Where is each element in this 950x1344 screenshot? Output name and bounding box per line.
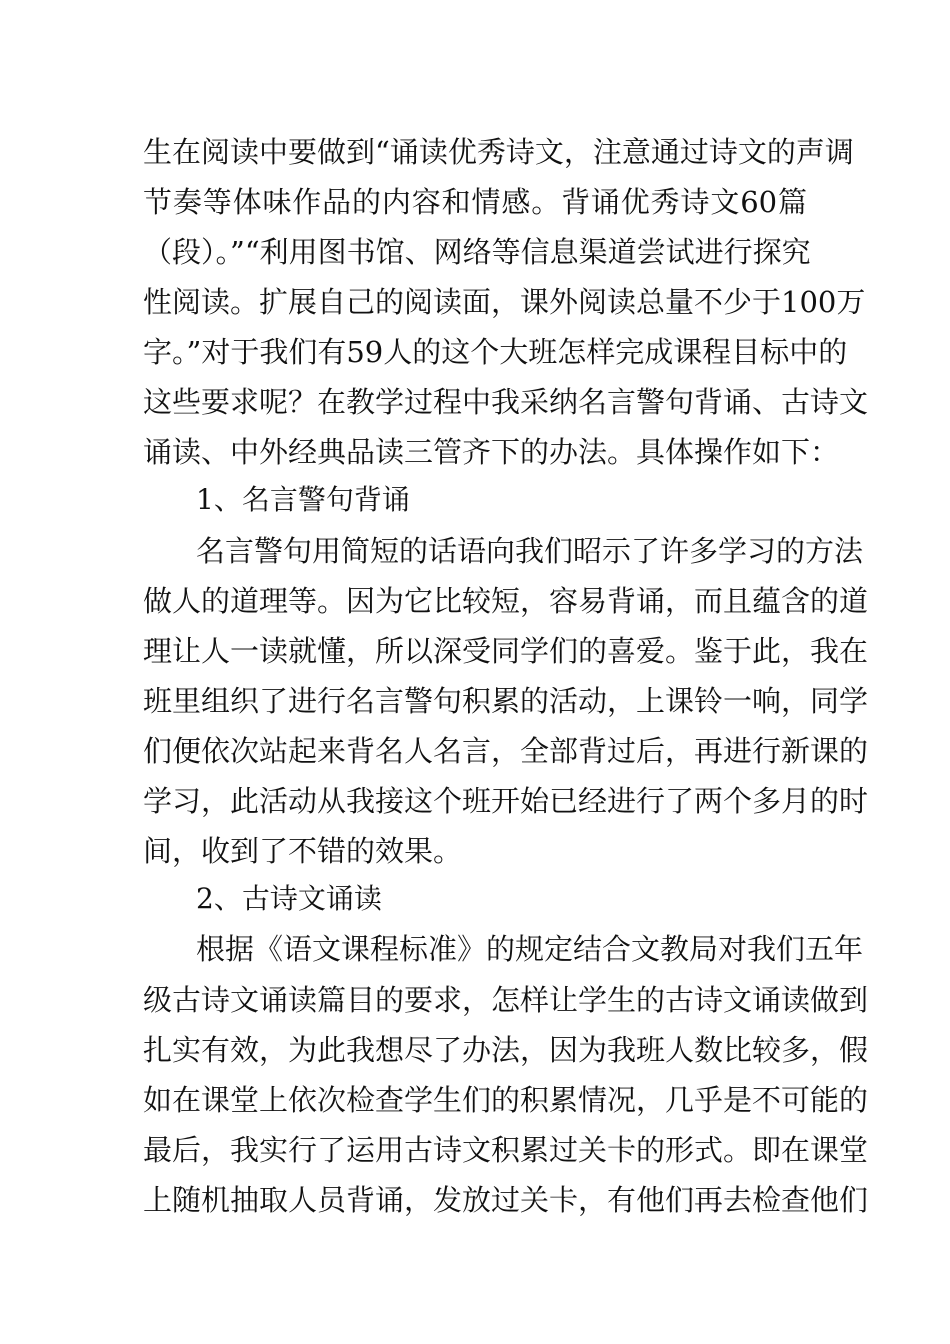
section-1-heading: 1、名言警句背诵 [196,483,410,516]
section-1-line: 们便依次站起来背名人名言，全部背过后，再进行新课的 [143,734,869,768]
section-2-line: 如在课堂上依次检查学生们的积累情况，几乎是不可能的 [143,1083,869,1117]
section-1-line: 做人的道理等。因为它比较短，容易背诵，而且蕴含的道 [143,584,869,618]
section-1-line: 学习，此活动从我接这个班开始已经进行了两个多月的时 [143,784,869,818]
section-1-line: 理让人一读就懂，所以深受同学们的喜爱。鉴于此，我在 [143,634,869,668]
section-1-line: 名言警句用简短的话语向我们昭示了许多学习的方法 [196,534,864,568]
section-2-line: 级古诗文诵读篇目的要求，怎样让学生的古诗文诵读做到 [143,983,869,1017]
paragraph-1-line: 这些要求呢？在教学过程中我采纳名言警句背诵、古诗文 [143,385,869,419]
paragraph-1-line: 字。”对于我们有59人的这个大班怎样完成课程目标中的 [143,335,848,369]
section-1-line: 间，收到了不错的效果。 [143,834,463,868]
section-2-heading: 2、古诗文诵读 [196,882,382,915]
paragraph-1-line: （段）。”“利用图书馆、网络等信息渠道尝试进行探究 [143,235,811,269]
paragraph-1-line: 生在阅读中要做到“诵读优秀诗文，注意通过诗文的声调 [143,135,854,169]
section-2-line: 根据《语文课程标准》的规定结合文教局对我们五年 [196,932,864,966]
section-2-line: 最后，我实行了运用古诗文积累过关卡的形式。即在课堂 [143,1133,869,1167]
section-2-line: 扎实有效，为此我想尽了办法，因为我班人数比较多，假 [143,1033,869,1067]
section-2-line: 上随机抽取人员背诵，发放过关卡，有他们再去检查他们 [143,1183,869,1217]
paragraph-1-line: 节奏等体味作品的内容和情感。背诵优秀诗文60篇 [143,185,807,219]
paragraph-1-line: 诵读、中外经典品读三管齐下的办法。具体操作如下： [143,435,840,469]
paragraph-1-line: 性阅读。扩展自己的阅读面，课外阅读总量不少于100万 [143,285,866,319]
section-1-line: 班里组织了进行名言警句积累的活动，上课铃一响，同学 [143,684,869,718]
